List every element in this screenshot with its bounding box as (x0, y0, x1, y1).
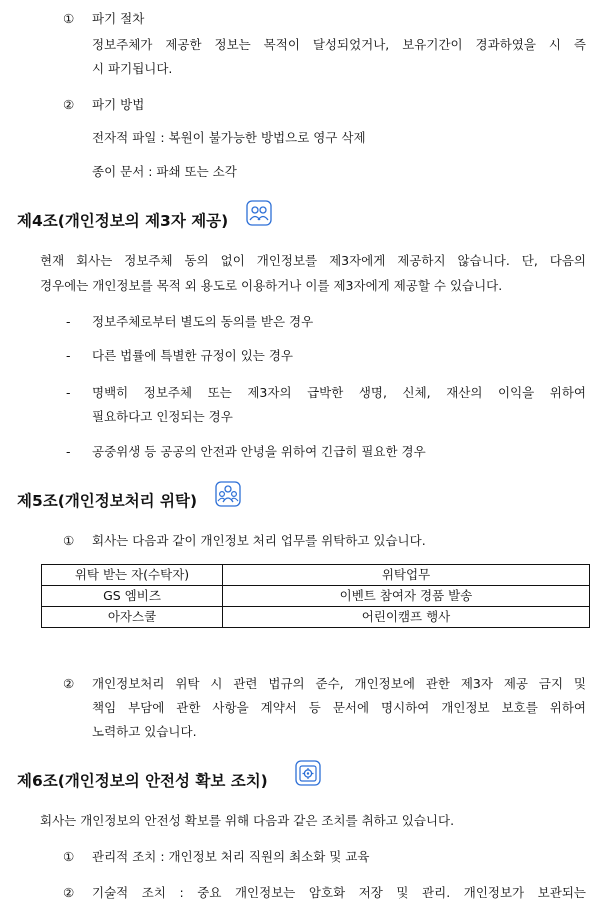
paragraph-line: 회사는 다음과 같이 개인정보 처리 업무를 위탁하고 있습니다. (92, 533, 426, 548)
paragraph-line: 회사는 개인정보의 안전성 확보를 위해 다음과 같은 조치를 취하고 있습니다. (40, 813, 455, 828)
paragraph-line: 시 파기됩니다. (92, 61, 173, 76)
item-title: 파기 절차 (92, 11, 145, 26)
bullet-dash: - (66, 444, 71, 459)
item-number: ① (63, 533, 75, 548)
bullet-dash: - (66, 348, 71, 363)
table-cell: 이벤트 참여자 경품 발송 (223, 586, 590, 607)
item-number: ① (63, 11, 75, 26)
section-heading: 제4조(개인정보의 제3자 제공) (17, 212, 229, 230)
bullet-text: 명백히 정보주체 또는 제3자의 급박한 생명, 신체, 재산의 이익을 위하여 (92, 385, 586, 400)
paragraph-line: 관리적 조치 : 개인정보 처리 직원의 최소화 및 교육 (92, 849, 370, 864)
table-cell: 아자스쿨 (42, 607, 223, 628)
bullet-text: 공중위생 등 공공의 안전과 안녕을 위하여 긴급히 필요한 경우 (92, 444, 426, 459)
table-header-cell: 위탁업무 (223, 565, 590, 586)
table-cell: 어린이캠프 행사 (223, 607, 590, 628)
item-number: ① (63, 849, 75, 864)
item-number: ② (63, 97, 75, 112)
bullet-dash: - (66, 385, 71, 400)
bullet-text: 정보주체로부터 별도의 동의를 받은 경우 (92, 314, 314, 329)
section-heading: 제6조(개인정보의 안전성 확보 조치) (17, 772, 268, 790)
outsourcing-table (41, 564, 590, 628)
item-number: ② (63, 885, 75, 900)
paragraph-line: 종이 문서 : 파쇄 또는 소각 (92, 164, 237, 179)
table-row (42, 586, 590, 607)
people-share-icon (246, 200, 272, 226)
table-row (42, 607, 590, 628)
paragraph-line: 경우에는 개인정보를 목적 외 용도로 이용하거나 이를 제3자에게 제공할 수 있습니다. (40, 278, 503, 293)
item-title: 파기 방법 (92, 97, 145, 112)
paragraph-line: 기술적 조치 : 중요 개인정보는 암호화 저장 및 관리. 개인정보가 보관되는 (92, 885, 586, 900)
table-header-cell: 위탁 받는 자(수탁자) (42, 565, 223, 586)
security-settings-icon (295, 760, 321, 786)
paragraph-line: 책임 부담에 관한 사항을 계약서 등 문서에 명시하여 개인정보 보호를 위하여 (92, 700, 586, 715)
paragraph-line: 개인정보처리 위탁 시 관련 법규의 준수, 개인정보에 관한 제3자 제공 금지 및 (92, 676, 586, 691)
item-number: ② (63, 676, 75, 691)
paragraph-line: 현재 회사는 정보주체 동의 없이 개인정보를 제3자에게 제공하지 않습니다. 단, 다음의 (40, 253, 586, 268)
section-heading: 제5조(개인정보처리 위탁) (17, 492, 198, 510)
bullet-text: 다른 법률에 특별한 규정이 있는 경우 (92, 348, 293, 363)
bullet-dash: - (66, 314, 71, 329)
bullet-text: 필요하다고 인정되는 경우 (92, 409, 233, 424)
table-cell: GS 엠비즈 (42, 586, 223, 607)
paragraph-line: 노력하고 있습니다. (92, 724, 197, 739)
table-header-row (42, 565, 590, 586)
paragraph-line: 전자적 파일 : 복원이 불가능한 방법으로 영구 삭제 (92, 130, 366, 145)
paragraph-line: 정보주체가 제공한 정보는 목적이 달성되었거나, 보유기간이 경과하였을 시 즉 (92, 37, 586, 52)
outsourcing-people-icon (215, 481, 241, 507)
